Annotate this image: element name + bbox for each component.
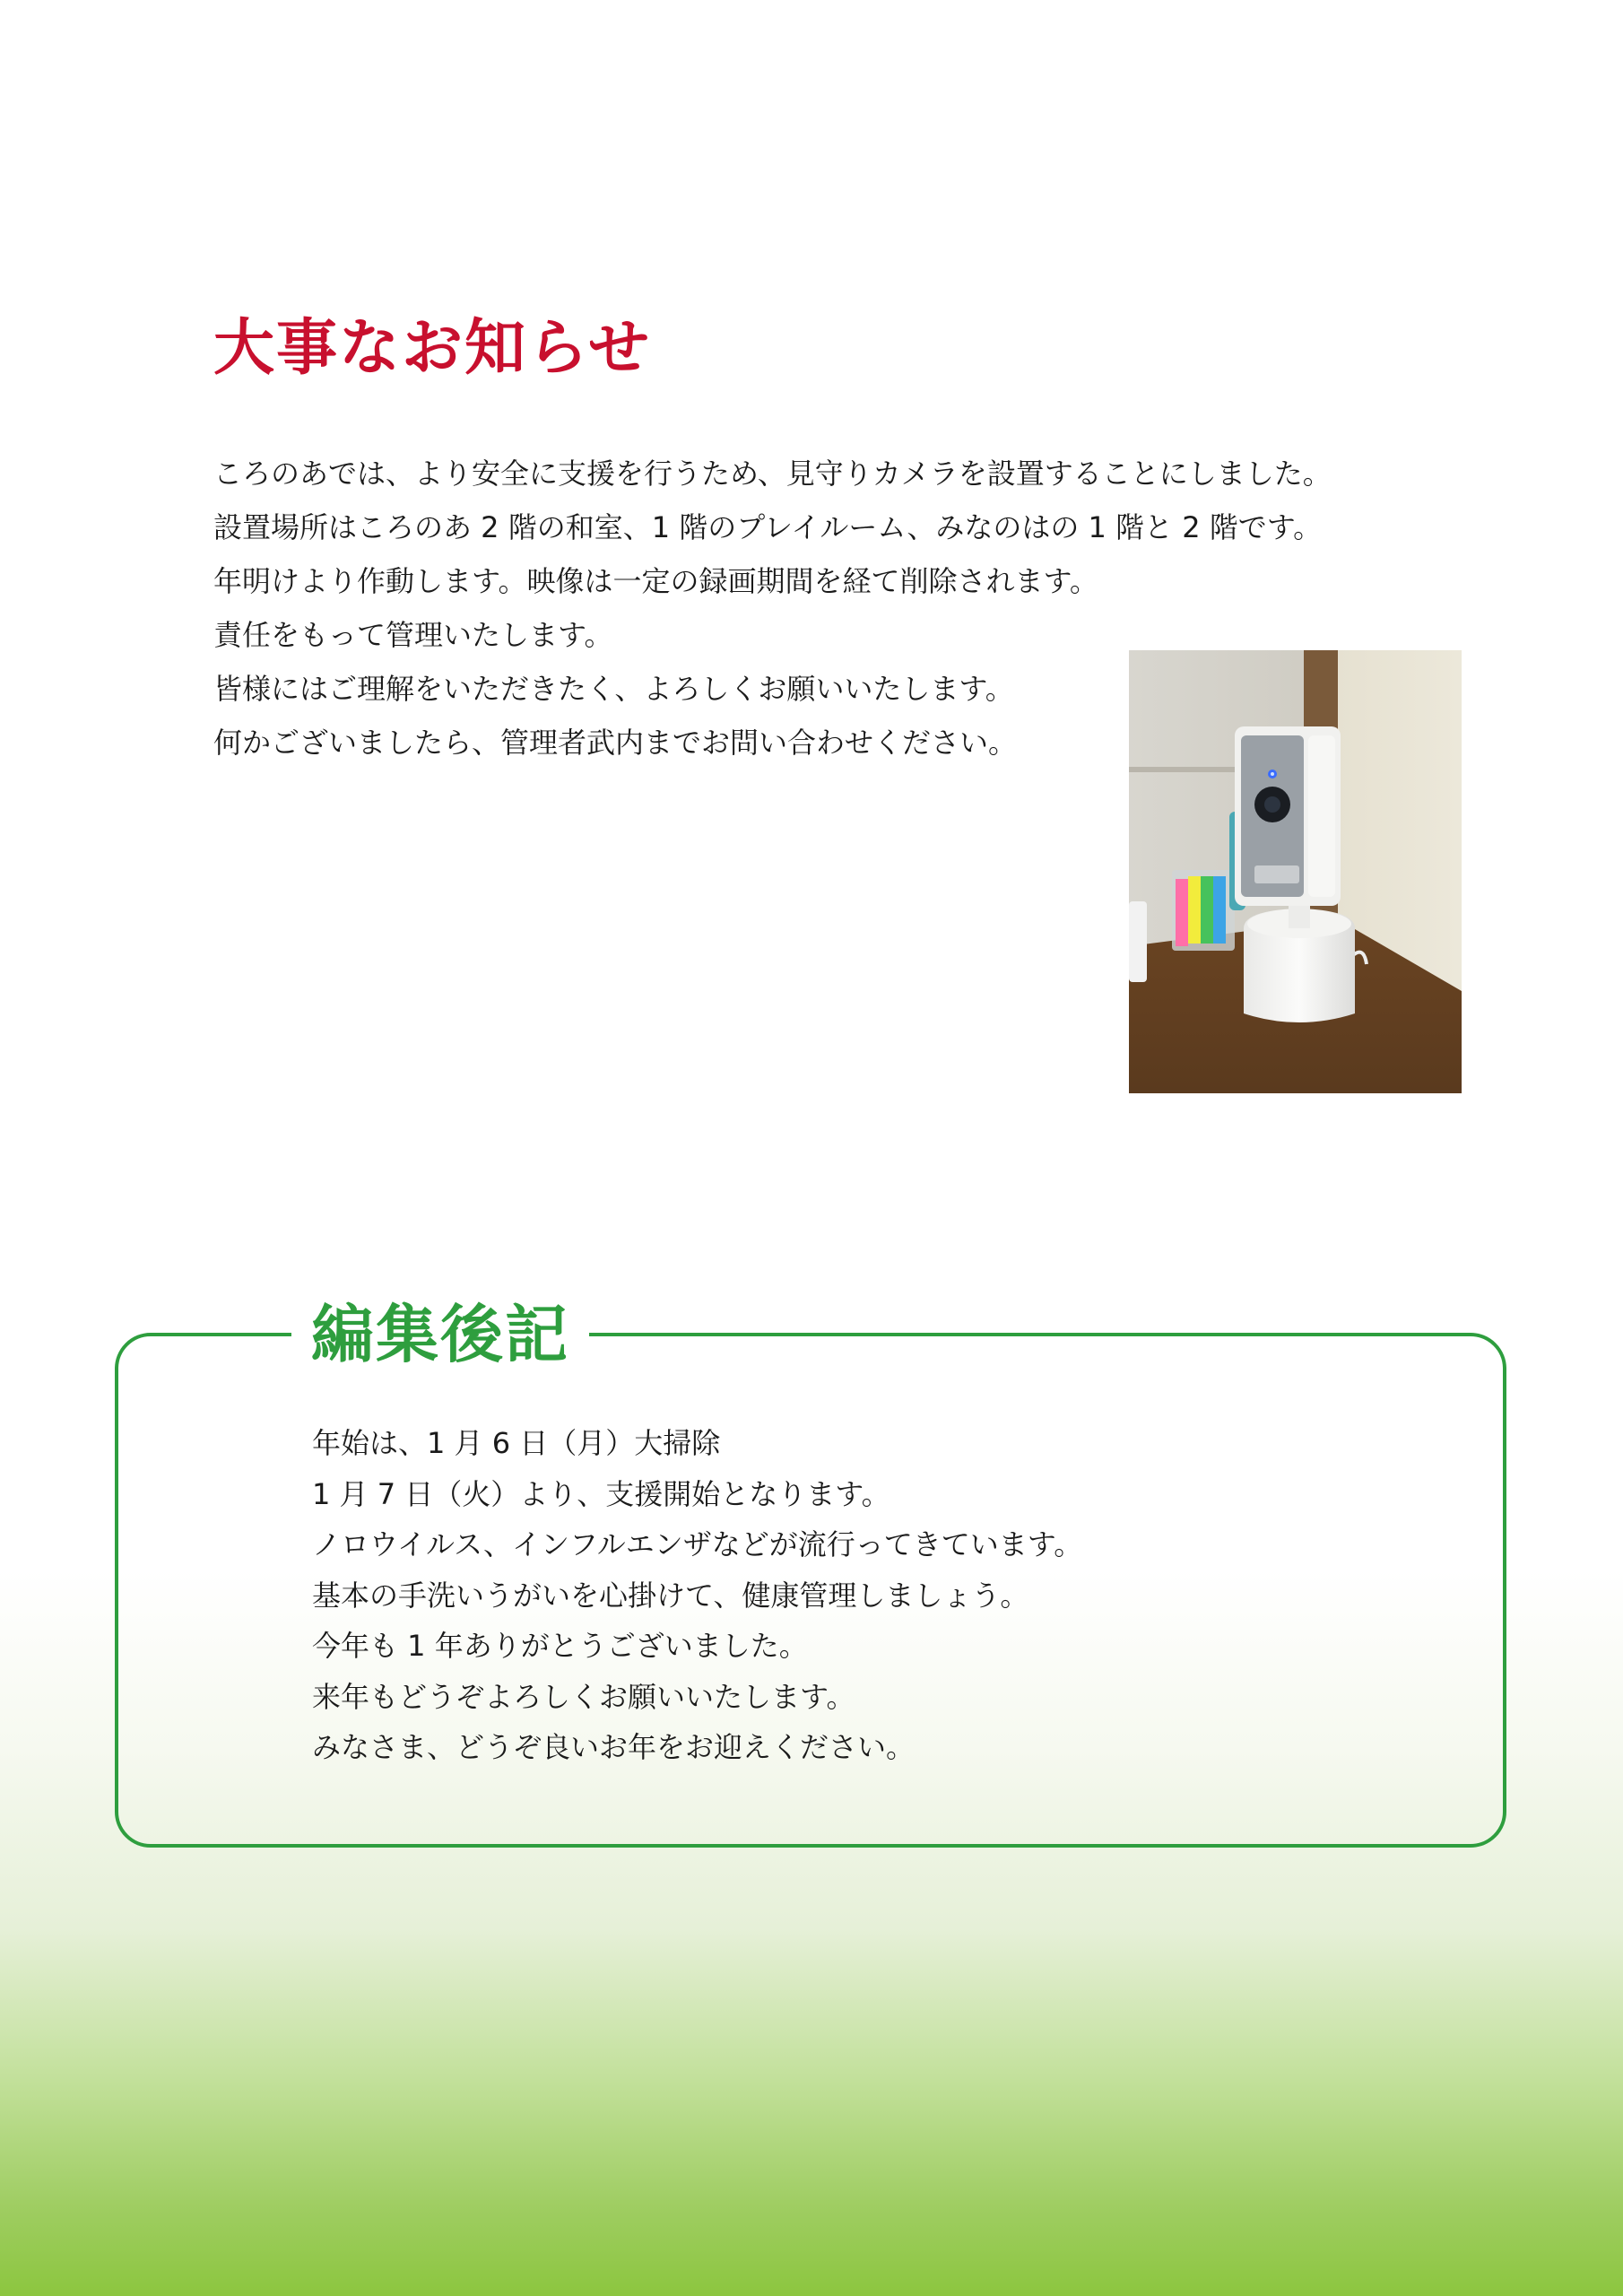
notice-line: 設置場所はころのあ 2 階の和室、1 階のプレイルーム、みなのはの 1 階と 2 階です。 <box>213 510 1323 544</box>
notice-line: ころのあでは、より安全に支援を行うため、見守りカメラを設置することにしました。 <box>213 457 1332 491</box>
notice-line: 年明けより作動します。映像は一定の録画期間を経て削除されます。 <box>213 564 1098 598</box>
afterword-line: 基本の手洗いうがいを心掛けて、健康管理しましょう。 <box>312 1578 1029 1613</box>
notice-title: 大事なお知らせ <box>213 313 651 384</box>
afterword-line: 来年もどうぞよろしくお願いいたします。 <box>312 1679 855 1714</box>
afterword-line: 年始は、1 月 6 日（月）大掃除 <box>312 1426 721 1460</box>
afterword-line: 今年も 1 年ありがとうございました。 <box>312 1629 808 1663</box>
afterword-body <box>312 1418 1082 1773</box>
afterword-line: みなさま、どうぞ良いお年をお迎えください。 <box>312 1730 916 1764</box>
security-camera-photo <box>1129 650 1462 1093</box>
afterword-line: ノロウイルス、インフルエンザなどが流行ってきています。 <box>312 1527 1083 1561</box>
afterword-title: 編集後記 <box>291 1292 589 1378</box>
notice-line: 何かございましたら、管理者武内までお問い合わせください。 <box>213 726 1018 760</box>
afterword-line: 1 月 7 日（火）より、支援開始となります。 <box>312 1476 890 1511</box>
notice-line: 皆様にはご理解をいただきたく、よろしくお願いいたします。 <box>213 672 1014 706</box>
notice-line: 責任をもって管理いたします。 <box>213 618 613 652</box>
